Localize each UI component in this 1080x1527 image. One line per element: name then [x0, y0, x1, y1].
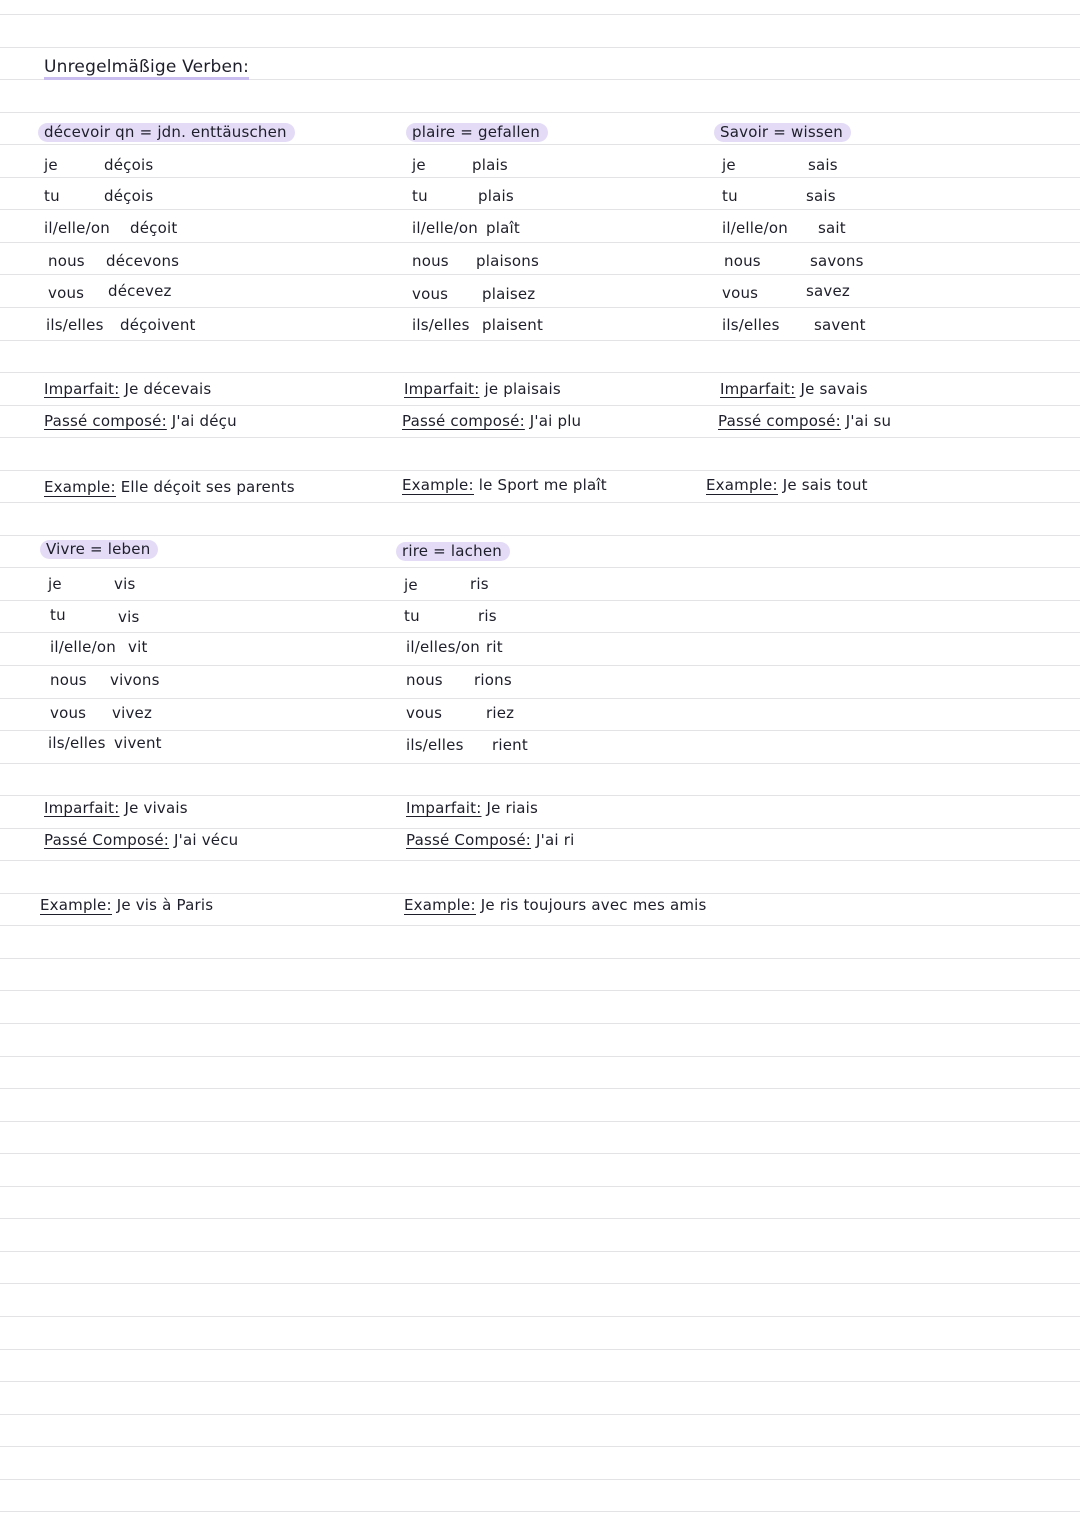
- verb-header: Vivre = leben: [40, 540, 158, 559]
- conjugation: riez: [486, 704, 515, 722]
- ruled-line: [0, 1023, 1080, 1024]
- ruled-line: [0, 795, 1080, 796]
- ruled-line: [0, 1251, 1080, 1252]
- imparfait-value: je plaisais: [484, 380, 561, 398]
- imparfait-value: Je décevais: [124, 380, 212, 398]
- passe-compose-label: Passé composé:: [44, 412, 167, 430]
- passe-compose-label: Passé composé:: [402, 412, 525, 430]
- ruled-line: [0, 209, 1080, 210]
- passe-compose-row: [402, 412, 581, 430]
- pronoun: tu: [50, 606, 66, 624]
- ruled-line: [0, 1349, 1080, 1350]
- ruled-line: [0, 1316, 1080, 1317]
- pronoun: tu: [44, 187, 60, 205]
- example-row: [404, 896, 707, 914]
- page-title: Unregelmäßige Verben:: [44, 58, 249, 80]
- pronoun: tu: [412, 187, 428, 205]
- pronoun: ils/elles: [412, 316, 470, 334]
- imparfait-row: [406, 799, 538, 817]
- ruled-line: [0, 665, 1080, 666]
- ruled-line: [0, 1218, 1080, 1219]
- ruled-line: [0, 730, 1080, 731]
- passe-compose-label: Passé Composé:: [406, 831, 532, 849]
- passe-compose-row: [718, 412, 891, 430]
- example-label: Example:: [404, 896, 476, 914]
- ruled-line: [0, 828, 1080, 829]
- verb-header: décevoir qn = jdn. enttäuschen: [38, 123, 295, 142]
- ruled-line: [0, 1479, 1080, 1480]
- ruled-line: [0, 1446, 1080, 1447]
- verb-header: plaire = gefallen: [406, 123, 548, 142]
- conjugation: sais: [808, 156, 838, 174]
- example-sentence: le Sport me plaît: [478, 476, 607, 494]
- imparfait-label: Imparfait:: [406, 799, 482, 817]
- example-row: [44, 478, 295, 496]
- ruled-line: [0, 1056, 1080, 1057]
- pronoun: vous: [48, 284, 85, 302]
- ruled-line: [0, 502, 1080, 503]
- passe-compose-label: Passé composé:: [718, 412, 841, 430]
- conjugation: déçoivent: [120, 316, 196, 334]
- passe-compose-row: [44, 831, 238, 849]
- imparfait-value: Je riais: [486, 799, 538, 817]
- ruled-line: [0, 1381, 1080, 1382]
- pronoun: je: [412, 156, 426, 174]
- pronoun: il/elle/on: [44, 219, 110, 237]
- ruled-line: [0, 437, 1080, 438]
- conjugation: déçoit: [130, 219, 178, 237]
- conjugation: vivent: [114, 734, 162, 752]
- ruled-line: [0, 600, 1080, 601]
- conjugation: rient: [492, 736, 528, 754]
- conjugation: sait: [818, 219, 846, 237]
- imparfait-label: Imparfait:: [404, 380, 480, 398]
- passe-compose-value: J'ai su: [845, 412, 892, 430]
- conjugation: décevons: [106, 252, 180, 270]
- verb-header: rire = lachen: [396, 542, 510, 561]
- ruled-line: [0, 405, 1080, 406]
- conjugation: savez: [806, 282, 850, 300]
- ruled-line: [0, 1153, 1080, 1154]
- conjugation: ris: [478, 607, 497, 625]
- pronoun: il/elles/on: [406, 638, 480, 656]
- conjugation: rit: [486, 638, 503, 656]
- example-label: Example:: [40, 896, 112, 914]
- imparfait-value: Je savais: [800, 380, 868, 398]
- ruled-line: [0, 1511, 1080, 1512]
- pronoun: ils/elles: [722, 316, 780, 334]
- example-row: [40, 896, 213, 914]
- passe-compose-value: J'ai ri: [536, 831, 575, 849]
- ruled-line: [0, 698, 1080, 699]
- example-sentence: Je vis à Paris: [116, 896, 214, 914]
- conjugation: savons: [810, 252, 864, 270]
- imparfait-row: [44, 799, 188, 817]
- ruled-line: [0, 1088, 1080, 1089]
- example-sentence: Je sais tout: [782, 476, 868, 494]
- pronoun: tu: [404, 607, 420, 625]
- conjugation: sais: [806, 187, 836, 205]
- pronoun: ils/elles: [48, 734, 106, 752]
- passe-compose-label: Passé Composé:: [44, 831, 170, 849]
- ruled-line: [0, 372, 1080, 373]
- conjugation: déçois: [104, 187, 154, 205]
- example-row: [706, 476, 868, 494]
- example-label: Example:: [402, 476, 474, 494]
- conjugation: plaisons: [476, 252, 539, 270]
- pronoun: nous: [724, 252, 761, 270]
- conjugation: plaît: [486, 219, 520, 237]
- conjugation: vivez: [112, 704, 153, 722]
- example-label: Example:: [44, 478, 116, 496]
- passe-compose-row: [44, 412, 237, 430]
- conjugation: ris: [470, 575, 489, 593]
- pronoun: je: [44, 156, 58, 174]
- conjugation: plais: [478, 187, 514, 205]
- ruled-line: [0, 860, 1080, 861]
- ruled-line: [0, 274, 1080, 275]
- ruled-line: [0, 763, 1080, 764]
- conjugation: décevez: [108, 282, 172, 300]
- ruled-line: [0, 1283, 1080, 1284]
- conjugation: plaisent: [482, 316, 544, 334]
- conjugation: déçois: [104, 156, 154, 174]
- ruled-line: [0, 340, 1080, 341]
- example-row: [402, 476, 607, 494]
- pronoun: il/elle/on: [722, 219, 788, 237]
- passe-compose-value: J'ai vécu: [174, 831, 239, 849]
- pronoun: vous: [722, 284, 759, 302]
- pronoun: vous: [50, 704, 87, 722]
- pronoun: ils/elles: [406, 736, 464, 754]
- pronoun: je: [404, 576, 418, 594]
- imparfait-label: Imparfait:: [44, 380, 120, 398]
- ruled-line: [0, 47, 1080, 48]
- example-label: Example:: [706, 476, 778, 494]
- ruled-line: [0, 925, 1080, 926]
- conjugation: vis: [118, 608, 140, 626]
- ruled-line: [0, 1414, 1080, 1415]
- verb-header: Savoir = wissen: [714, 123, 851, 142]
- conjugation: vis: [114, 575, 136, 593]
- pronoun: nous: [48, 252, 85, 270]
- ruled-line: [0, 567, 1080, 568]
- imparfait-label: Imparfait:: [44, 799, 120, 817]
- passe-compose-value: J'ai déçu: [171, 412, 237, 430]
- ruled-line: [0, 307, 1080, 308]
- pronoun: vous: [412, 285, 449, 303]
- example-sentence: Je ris toujours avec mes amis: [480, 896, 707, 914]
- imparfait-row: [720, 380, 868, 398]
- imparfait-label: Imparfait:: [720, 380, 796, 398]
- pronoun: nous: [412, 252, 449, 270]
- imparfait-row: [404, 380, 561, 398]
- conjugation: vit: [128, 638, 148, 656]
- ruled-line: [0, 177, 1080, 178]
- ruled-line: [0, 1186, 1080, 1187]
- pronoun: nous: [50, 671, 87, 689]
- ruled-line: [0, 990, 1080, 991]
- pronoun: ils/elles: [46, 316, 104, 334]
- conjugation: plaisez: [482, 285, 536, 303]
- ruled-line: [0, 144, 1080, 145]
- pronoun: tu: [722, 187, 738, 205]
- ruled-line: [0, 535, 1080, 536]
- passe-compose-value: J'ai plu: [529, 412, 582, 430]
- conjugation: plais: [472, 156, 508, 174]
- ruled-line: [0, 1121, 1080, 1122]
- pronoun: il/elle/on: [412, 219, 478, 237]
- pronoun: il/elle/on: [50, 638, 116, 656]
- conjugation: vivons: [110, 671, 160, 689]
- ruled-line: [0, 470, 1080, 471]
- ruled-line: [0, 242, 1080, 243]
- ruled-line: [0, 893, 1080, 894]
- pronoun: vous: [406, 704, 443, 722]
- imparfait-value: Je vivais: [124, 799, 188, 817]
- ruled-line: [0, 112, 1080, 113]
- pronoun: nous: [406, 671, 443, 689]
- ruled-line: [0, 14, 1080, 15]
- conjugation: savent: [814, 316, 866, 334]
- ruled-line: [0, 958, 1080, 959]
- ruled-line: [0, 632, 1080, 633]
- passe-compose-row: [406, 831, 574, 849]
- conjugation: rions: [474, 671, 512, 689]
- example-sentence: Elle déçoit ses parents: [120, 478, 295, 496]
- pronoun: je: [48, 575, 62, 593]
- pronoun: je: [722, 156, 736, 174]
- imparfait-row: [44, 380, 211, 398]
